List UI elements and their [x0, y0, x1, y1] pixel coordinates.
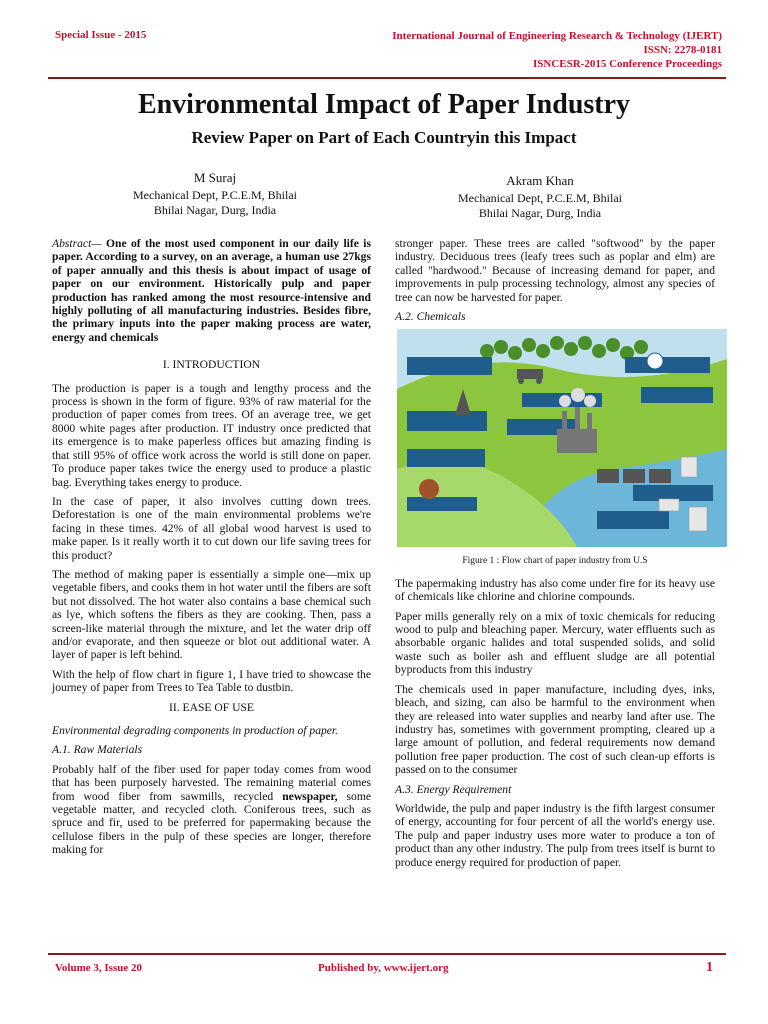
left-column [52, 237, 371, 863]
paragraph: In the case of paper, it also involves cutting down trees. Deforestation is one of the main environmental problems we're facing in these times. 42% of all global wood harvest is used to make paper. Is it really worth it to cut down our life saving trees for this product? [52, 494, 371, 562]
paragraph: The production is paper is a tough and lengthy process and the process is shown in the form of figure. 93% of raw material for the production of paper comes from trees. Of an average tree, we get 8000 white pages after production. IT industry once predicted that its emergence is to make paperless offices but amazing finding is that still 95% of office work across the world is still done on paper. To produce paper takes twice the energy used to produce a plastic bag. Everything takes energy to produce. [52, 381, 371, 489]
abstract-text: One of the most used component in our daily life is paper. According to a survey, on an average, a human use 27kgs of paper annually and this thesis is about impact of usage of paper on our environment. Historically pulp and paper production has ranked among the most resource-intensive and highly polluting of all manufacturing industries. Besides fibre, the primary inputs into the paper making process are water, energy and chemicals [52, 237, 371, 344]
paragraph: stronger paper. These trees are called "softwood" by the paper industry. Deciduous trees (leafy trees such as poplar and elm) are called "hardwood." Because of increasing demand for paper, and improvements in pulp processing technology, almost any species of tree can now be harvested for paper. [395, 237, 715, 304]
author-dept: Mechanical Dept, P.C.E.M, Bhilai [133, 188, 297, 202]
author-place: Bhilai Nagar, Durg, India [153, 203, 277, 217]
abstract [52, 237, 371, 344]
paragraph [52, 763, 371, 857]
author-name: Akram Khan [506, 173, 574, 188]
section-heading-ease-of-use: II. EASE OF USE [168, 700, 255, 714]
footer-publisher: Published by, www.ijert.org [318, 962, 449, 974]
page-number: 1 [706, 960, 713, 975]
author-name: M Suraj [193, 170, 237, 185]
flow-chart-illustration [397, 329, 727, 547]
journal-issn: ISSN: 2278-0181 [643, 44, 722, 56]
author-1 [110, 170, 320, 218]
journal-name: International Journal of Engineering Research & Technology (IJERT) [392, 30, 722, 42]
author-place: Bhilai Nagar, Durg, India [478, 206, 602, 220]
figure-caption: Figure 1 : Flow chart of paper industry from U.S [462, 556, 648, 567]
subsection-intro: Environmental degrading components in production of paper. [52, 724, 339, 737]
paragraph: Paper mills generally rely on a mix of toxic chemicals for reducing wood to pulp and bleaching paper. Mercury, water effluents such as absorbable organic halides and total suspended solids, and solid waste such as boiler ash and effluent sludge are all potential byproducts from this industry [395, 609, 715, 677]
paragraph: With the help of flow chart in figure 1, I have tried to showcase the journey of paper from Trees to Tea Table to dustbin. [52, 667, 371, 695]
paragraph: The chemicals used in paper manufacture, including dyes, inks, bleach, and sizing, can also be harmful to the environment when they are released into water supplies and nearby land after use. The industry has, sometimes with government prompting, cleared up a large amount of pollution, and federal requirements now demand pollution free paper production. The cost of such clean-up efforts is passed on to the consumer [395, 682, 715, 777]
subsection-heading-energy: A.3. Energy Requirement [395, 782, 512, 796]
paragraph: The method of making paper is essentially a simple one—mix up vegetable fibers, and cooks them in hot water until the fibers are soft but not dissolved. The hot water also contains a base chemical such as lye, which softens the fibers as they are cooking. Then, pass a screen-like material through the mixture, and let the water drip off and/or evaporate, and then squeeze or blot out additional water. A layer of paper is left behind. [52, 567, 371, 662]
abstract-label: Abstract— [52, 237, 102, 250]
section-heading-introduction: I. INTRODUCTION [162, 358, 261, 372]
journal-proceedings: ISNCESR-2015 Conference Proceedings [532, 58, 722, 70]
author-dept: Mechanical Dept, P.C.E.M, Bhilai [458, 191, 622, 205]
bold-text: newspaper, [282, 789, 338, 803]
paragraph: Worldwide, the pulp and paper industry is the fifth largest consumer of energy, accounting for four percent of all the world's energy use. The pulp and paper industry uses more water to produce a ton of product than any other industry. The pulp from trees itself is burnt to produce energy required for production of paper. [395, 801, 715, 869]
author-2 [425, 173, 655, 221]
subsection-heading-raw-materials: A.1. Raw Materials [52, 743, 143, 757]
footer-divider [48, 953, 726, 955]
footer-volume: Volume 3, Issue 20 [55, 962, 142, 974]
right-column [395, 237, 715, 875]
paper-title: Environmental Impact of Paper Industry [137, 89, 631, 120]
figure-flow-chart [397, 329, 727, 547]
header-special-issue: Special Issue - 2015 [55, 29, 147, 41]
paragraph: The papermaking industry has also come under fire for its heavy use of chemicals like chlorine and chlorine compounds. [395, 576, 715, 604]
header-journal-info [392, 29, 722, 71]
paper-subtitle: Review Paper on Part of Each Countryin this Impact [191, 128, 577, 147]
text-run: Probably half of the fiber used for paper today comes from wood that has been purposely harvested. The remaining material comes from wood fiber from sawmills, recycled [52, 762, 371, 803]
subsection-heading-chemicals: A.2. Chemicals [395, 310, 466, 324]
text-run: some vegetable matter, and recycled cloth. Coniferous trees, such as spruce and fir, used to be preferred for papermaking because the cellulose fibers in the pulp of these species are longer, therefore making for [52, 789, 372, 857]
header-divider [48, 77, 726, 79]
